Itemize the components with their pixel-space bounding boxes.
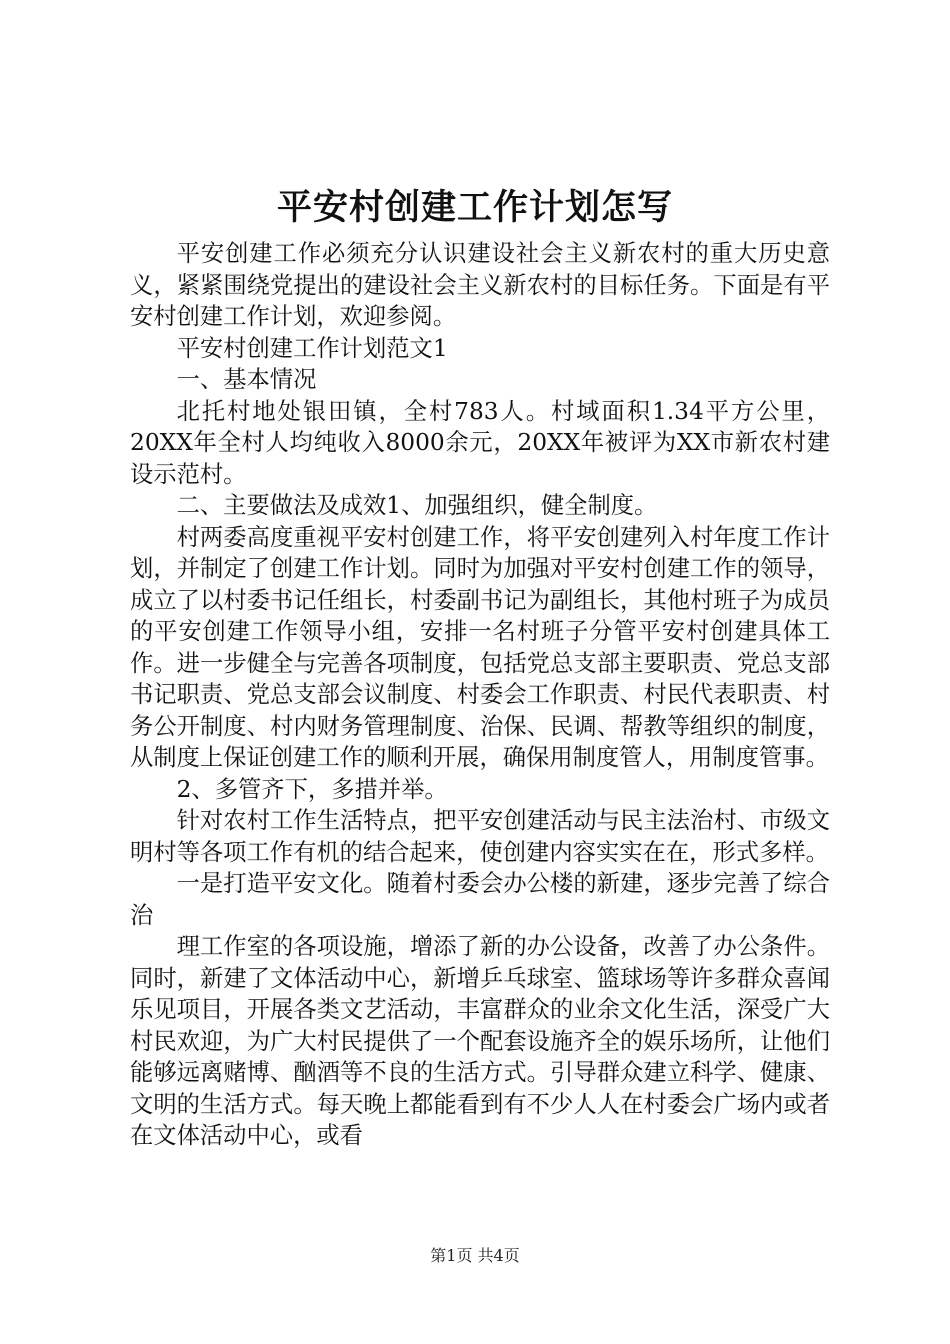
paragraph: 平安村创建工作计划范文1 — [176, 334, 448, 362]
paragraph: 理工作室的各项设施，增添了新的办公设备，改善了办公条件。同时，新建了文体活动中心，新增乒乓球室、篮球场等许多群众喜闻乐见项目，开展各类文艺活动，丰富群众的业余文化生活，深受广大村民欢迎，为广大村民提供了一个配套设施齐全的娱乐场所，让他们能够远离赌博、酗酒等不良的生活方式。引导群众建立科学、健康、文明的生活方式。每天晚上都能看到有不少人人在村委会广场内或者在文体活动中心，或看 — [130, 933, 830, 1149]
paragraph: 一是打造平安文化。随着村委会办公楼的新建，逐步完善了综合治 — [130, 870, 830, 929]
paragraph: 针对农村工作生活特点，把平安创建活动与民主法治村、市级文明村等各项工作有机的结合起来，使创建内容实实在在，形式多样。 — [130, 807, 830, 866]
section-heading: 二、主要做法及成效1、加强组织，健全制度。 — [176, 492, 658, 519]
section-heading: 2、多管齐下，多措并举。 — [176, 775, 448, 803]
document-title: 平安村创建工作计划怎写 — [276, 187, 673, 228]
page-footer: 第1页 共4页 — [430, 1246, 520, 1265]
section-heading: 一、基本情况 — [176, 366, 317, 393]
document-body — [130, 238, 830, 1152]
paragraph: 北托村地处银田镇，全村783人。村域面积1.34平方公里，20XX年全村人均纯收入8000余元，20XX年被评为XX市新农村建设示范村。 — [130, 397, 830, 488]
paragraph: 村两委高度重视平安村创建工作，将平安创建列入村年度工作计划，并制定了创建工作计划。同时为加强对平安村创建工作的领导，成立了以村委书记任组长，村委副书记为副组长，其他村班子为成员的平安创建工作领导小组，安排一名村班子分管平安村创建具体工作。进一步健全与完善各项制度，包括党总支部主要职责、党总支部书记职责、党总支部会议制度、村委会工作职责、村民代表职责、村务公开制度、村内财务管理制度、治保、民调、帮教等组织的制度，从制度上保证创建工作的顺利开展，确保用制度管人，用制度管事。 — [130, 523, 830, 771]
paragraph: 平安创建工作必须充分认识建设社会主义新农村的重大历史意义，紧紧围绕党提出的建设社会主义新农村的目标任务。下面是有平安村创建工作计划，欢迎参阅。 — [130, 240, 830, 330]
